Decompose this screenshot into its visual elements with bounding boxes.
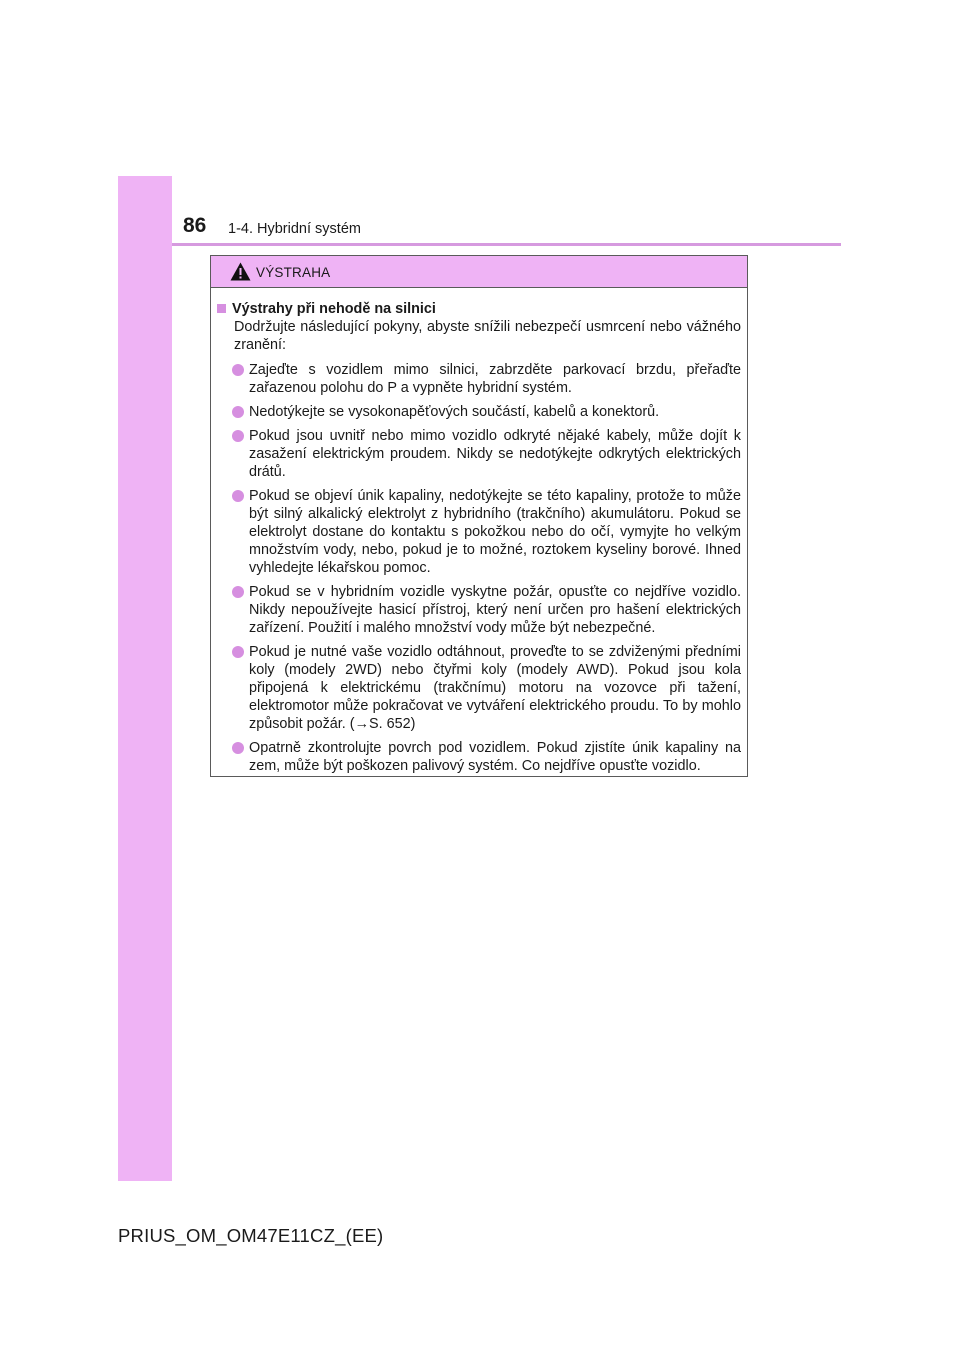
list-item: [217, 361, 741, 397]
list-item: [217, 583, 741, 637]
round-bullet-icon: [232, 646, 244, 658]
warning-heading: [217, 300, 741, 318]
list-item-text: Opatrně zkontrolujte povrch pod vozidlem. Pokud zjistíte únik kapaliny na zem, může být poškozen palivový systém. Co nejdříve opusťte vozidlo.: [249, 740, 741, 774]
warning-label: VÝSTRAHA: [256, 265, 331, 280]
page-number: 86: [183, 214, 207, 237]
list-item: [217, 739, 741, 775]
list-item-text: Pokud je nutné vaše vozidlo odtáhnout, proveďte to se zdviženými předními koly (modely 2WD) nebo čtyřmi koly (modely AWD). Pokud jsou kola připojená k elektrickému (trakčnímu) motoru na vozovce při tažení, elektromotor může pokračovat ve vytváření elektrického proudu. To by mohlo způsobit požár. (→S. 652): [249, 644, 741, 732]
list-item: [217, 427, 741, 481]
warning-heading-text: Výstrahy při nehodě na silnici: [232, 301, 436, 317]
list-item-text: Zajeďte s vozidlem mimo silnici, zabrzděte parkovací brzdu, přeřaďte zařazenou polohu do P a vypněte hybridní systém.: [249, 362, 741, 396]
list-item-text: Pokud se v hybridním vozidle vyskytne požár, opusťte co nejdříve vozidlo. Nikdy nepoužívejte hasicí přístroj, který není určen pro hašení elektrických zařízení. Použití i malého množství vody může být nebezpečné.: [249, 584, 741, 636]
square-bullet-icon: [217, 304, 226, 313]
round-bullet-icon: [232, 490, 244, 502]
round-bullet-icon: [232, 430, 244, 442]
warning-triangle-icon: [230, 262, 251, 281]
warning-list: [217, 361, 741, 775]
warning-body: [211, 288, 747, 775]
round-bullet-icon: [232, 742, 244, 754]
list-item: [217, 643, 741, 733]
list-item: [217, 403, 741, 421]
document-code: PRIUS_OM_OM47E11CZ_(EE): [118, 1225, 384, 1246]
round-bullet-icon: [232, 406, 244, 418]
section-title: 1-4. Hybridní systém: [228, 221, 361, 237]
list-item-text: Nedotýkejte se vysokonapěťových součástí, kabelů a konektorů.: [249, 404, 660, 420]
round-bullet-icon: [232, 586, 244, 598]
list-item-text: Pokud se objeví únik kapaliny, nedotýkejte se této kapaliny, protože to může být silný alkalický elektrolyt z hybridního (trakčního) akumulátoru. Pokud se elektrolyt dostane do kontaktu s pokožkou nebo do očí, vymyjte ho velkým množstvím vody, nebo, pokud je to možné, roztokem kyseliny borové. Ihned vyhledejte lékařskou pomoc.: [249, 488, 741, 576]
warning-intro: Dodržujte následující pokyny, abyste snížili nebezpečí usmrcení nebo vážného zranění:: [234, 319, 741, 353]
list-item-text: Pokud jsou uvnitř nebo mimo vozidlo odkryté nějaké kabely, může dojít k zasažení elektrickým proudem. Nikdy se nedotýkejte odkrytých elektrických drátů.: [249, 428, 741, 480]
warning-header: [211, 256, 747, 288]
list-item: [217, 487, 741, 577]
round-bullet-icon: [232, 364, 244, 376]
warning-box: [210, 255, 748, 777]
header-rule: [172, 243, 841, 246]
side-tab-bar: [118, 176, 172, 1181]
